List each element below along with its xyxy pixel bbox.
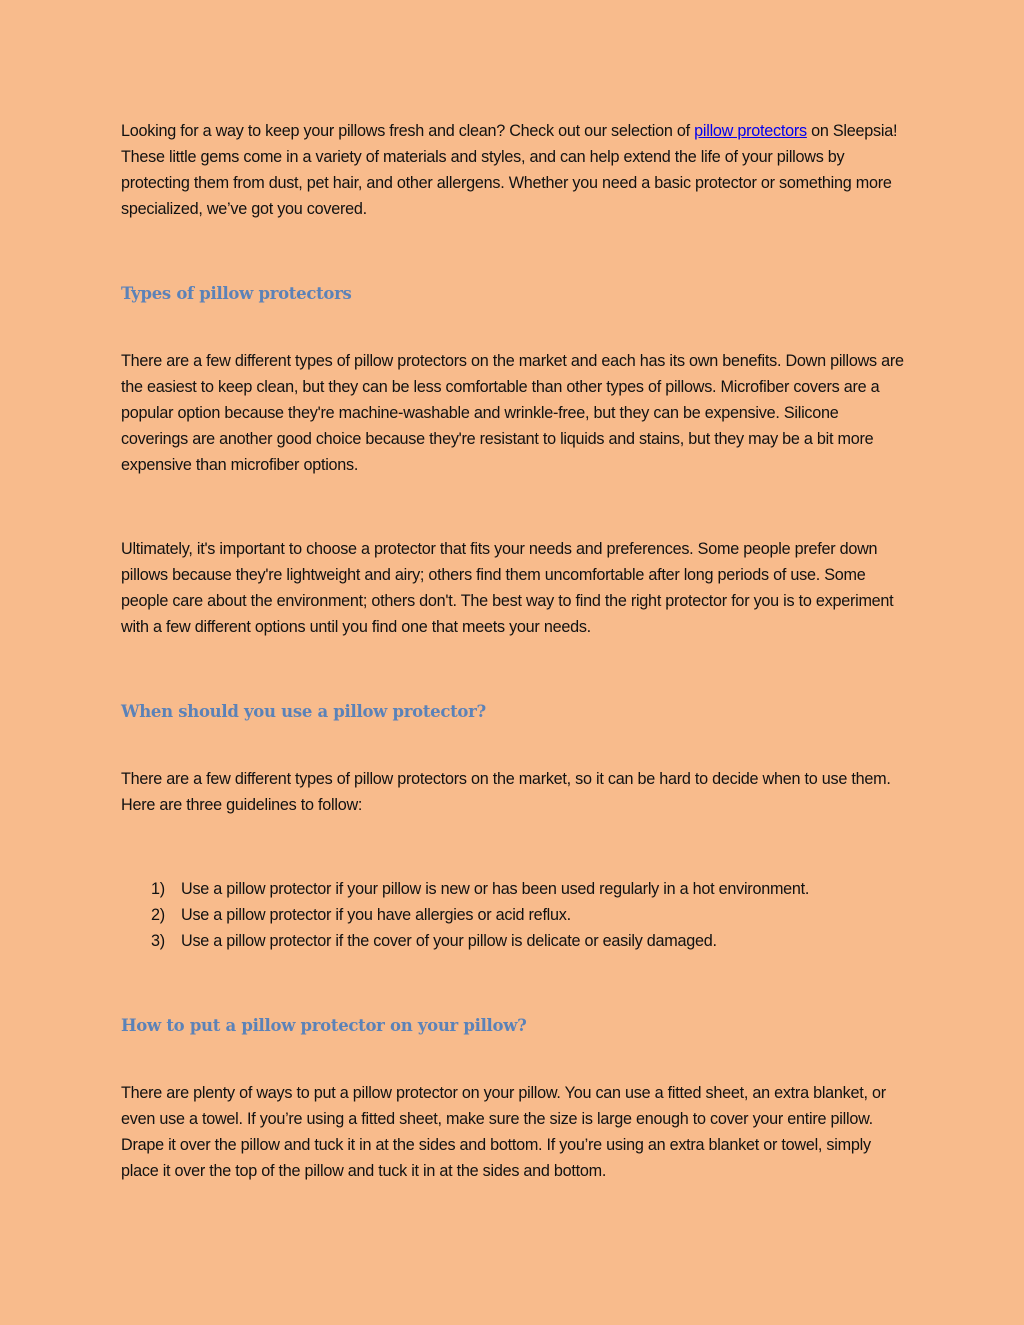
document-page xyxy=(121,118,906,1184)
list-item xyxy=(121,902,906,928)
list-item xyxy=(121,928,906,954)
intro-text-before-link: Looking for a way to keep your pillows fresh and clean? Check out our selection of xyxy=(121,122,695,140)
list-item-text: Use a pillow protector if the cover of your pillow is delicate or easily damaged. xyxy=(181,932,717,950)
list-item-number: 1) xyxy=(151,880,165,898)
intro-text-after-link: on Sleepsia! These little gems come in a variety of materials and styles, and can help extend the life of your pillows by protecting them from dust, pet hair, and other allergens. Whether you need a basic protector or something more specialized, we’ve got you covered. xyxy=(121,122,898,218)
list-item-text: Use a pillow protector if your pillow is new or has been used regularly in a hot environment. xyxy=(181,880,810,898)
heading-when-to-use: When should you use a pillow protector? xyxy=(121,702,486,721)
intro-paragraph xyxy=(121,118,906,222)
heading-how-to-put-on: How to put a pillow protector on your pillow? xyxy=(121,1016,527,1035)
types-paragraph-2: Ultimately, it's important to choose a protector that fits your needs and preferences. Some people prefer down pillows because they're lightweight and airy; others find them uncomfortable after long periods of use. Some people care about the environment; others don't. The best way to find the right protector for you is to experiment with a few different options until you find one that meets your needs. xyxy=(121,540,894,636)
list-item-number: 3) xyxy=(151,932,165,950)
when-paragraph: There are a few different types of pillow protectors on the market, so it can be hard to decide when to use them. Here are three guidelines to follow: xyxy=(121,770,891,814)
list-item xyxy=(121,876,906,902)
list-item-text: Use a pillow protector if you have allergies or acid reflux. xyxy=(181,906,571,924)
types-paragraph-1: There are a few different types of pillow protectors on the market and each has its own benefits. Down pillows are the easiest to keep clean, but they can be less comfortable than other types of pillows. Microfiber covers are a popular option because they're machine-washable and wrinkle-free, but they can be expensive. Silicone coverings are another good choice because they're resistant to liquids and stains, but they may be a bit more expensive than microfiber options. xyxy=(121,352,904,474)
how-paragraph: There are plenty of ways to put a pillow protector on your pillow. You can use a fitted sheet, an extra blanket, or even use a towel. If you’re using a fitted sheet, make sure the size is large enough to cover your entire pillow. Drape it over the pillow and tuck it in at the sides and bottom. If you’re using an extra blanket or towel, simply place it over the top of the pillow and tuck it in at the sides and bottom. xyxy=(121,1084,886,1180)
list-item-number: 2) xyxy=(151,906,165,924)
heading-types-of-pillow-protectors: Types of pillow protectors xyxy=(121,284,352,303)
pillow-protectors-link[interactable]: pillow protectors xyxy=(694,122,807,140)
guidelines-list xyxy=(121,876,906,954)
